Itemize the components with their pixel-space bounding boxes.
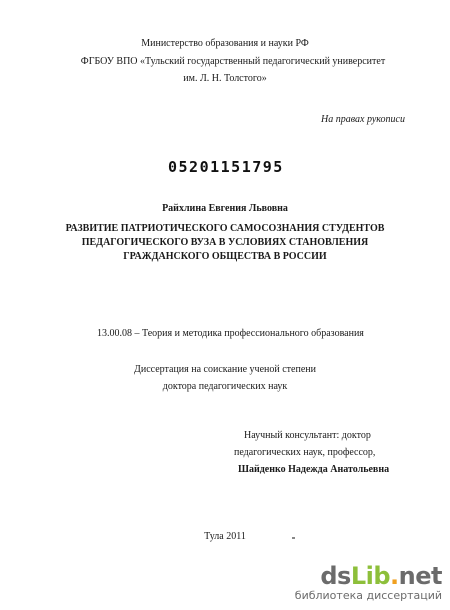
serial-number: 05201151795 <box>168 158 284 176</box>
degree-line-2: доктора педагогических наук <box>162 381 288 392</box>
consultant-line-2: педагогических наук, профессор, <box>234 447 376 458</box>
dslib-watermark <box>295 563 442 602</box>
title-line: ПЕДАГОГИЧЕСКОГО ВУЗА В УСЛОВИЯХ СТАНОВЛЕНИЯ <box>81 237 369 248</box>
watermark-subtitle: библиотека диссертаций <box>294 589 442 602</box>
consultant-line-1: Научный консультант: доктор <box>244 430 371 441</box>
university-name-line: им. Л. Н. Толстого» <box>183 73 267 84</box>
scan-speck <box>292 537 295 539</box>
specialty-line: 13.00.08 – Теория и методика профессионального образования <box>97 328 364 339</box>
author-name: Райхлина Евгения Львовна <box>162 203 288 214</box>
dslib-logo: dsLib.net <box>320 562 442 590</box>
degree-line-1: Диссертация на соискание ученой степени <box>134 364 316 375</box>
dissertation-title <box>0 222 450 264</box>
consultant-name: Шайденко Надежда Анатольевна <box>238 464 390 475</box>
title-line: РАЗВИТИЕ ПАТРИОТИЧЕСКОГО САМОСОЗНАНИЯ СТУДЕНТОВ <box>65 223 385 234</box>
ministry-line: Министерство образования и науки РФ <box>141 38 309 49</box>
title-line: ГРАЖДАНСКОГО ОБЩЕСТВА В РОССИИ <box>123 251 327 262</box>
place-year: Тула 2011 <box>204 531 246 542</box>
manuscript-note: На правах рукописи <box>321 114 405 125</box>
university-line: ФГБОУ ВПО «Тульский государственный педагогический университет <box>80 56 386 67</box>
